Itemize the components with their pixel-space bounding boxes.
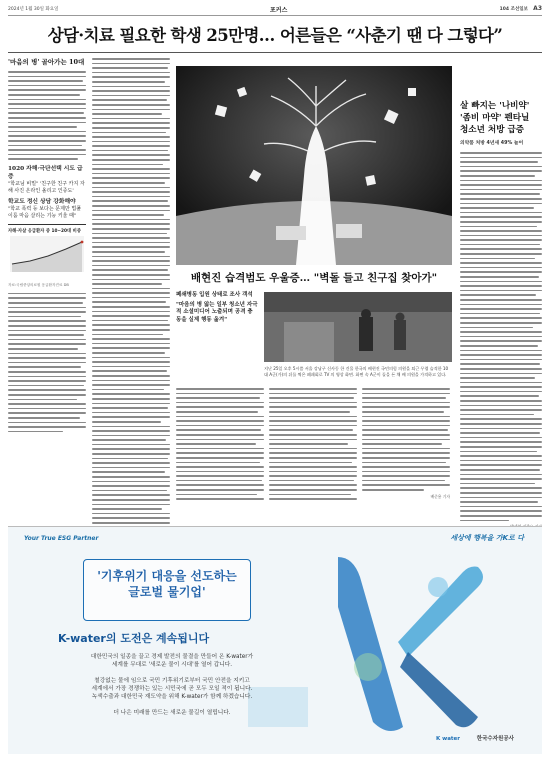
body-text-block (92, 58, 170, 565)
masthead (8, 4, 542, 16)
body-text-block (362, 388, 450, 500)
stat-chart (8, 224, 86, 288)
left-subhead-4: "학교 폭력 등 보다는 문제만 법풀 이룸 마음 살리는 기능 키울 때" (8, 205, 82, 219)
center-subhead-1: 폐쇄병동 입원 상태로 조사 객석 (176, 292, 253, 298)
kwater-logo-text: 한국수자원공사 (476, 736, 514, 742)
center-subhead-2: "마음의 병 앓는 일부 청소년 자극적 소셜미디어 노출되며 공격 충동을 실제 행동 옮겨" (176, 301, 258, 323)
chart-graphic (8, 234, 86, 278)
cctv-photo-graphic (264, 292, 452, 362)
sidebar-title-2: '좀비 마약' 펜타닐 (460, 113, 530, 123)
kwater-advertisement (8, 526, 542, 754)
cctv-photo (264, 292, 452, 362)
ad-title (84, 568, 250, 600)
cctv-caption: 지난 25일 오후 5시쯤 서울 강남구 신사동 한 건물 한국의 배현진 국민의힘 의원을 퇴근 무렵 습격한 10대 A군(가)의 뒤를 찍은 폐쇄회로 TV 의 영상 화면. 화면 속 A군이 돌을 든 채 배 의원을 가격하고 있다. (264, 366, 449, 377)
left-subhead-2: "학교님 비밀" '친구한 친구 카지 자해 사진 온라인 올리고 인증도' (8, 180, 85, 194)
main-headline: 상담·치료 필요한 학생 25만명… 어른들은 “사춘기 땐 다 그렇다” (47, 26, 503, 45)
sidebar-subtitle: 의약품 처방 4년새 49% 늘어 (460, 141, 524, 146)
illustration-graphic (176, 66, 452, 265)
headline-rule (8, 52, 542, 53)
left-subhead-1: 1020 자해·극단선택 시도 급증 (8, 165, 83, 180)
body-text-block (460, 152, 542, 521)
left-subhead-3: 학교도 정신 상담 강화해야 (8, 198, 76, 205)
ad-paragraph-2-line: 철강없는 물에 임으로 국민 기후위기로부터 국민 안전을 지키고 (94, 678, 250, 684)
feature-illustration (176, 66, 452, 265)
sidebar-title-1: 살 빠지는 '나비약' (460, 101, 530, 111)
issue-date: 2024년 1월 30일 화요일 (8, 7, 59, 12)
chart-title: 자해·자살 응급환자 중 10~20대 비중 (8, 228, 81, 234)
center-article (176, 288, 452, 518)
ad-paragraph-3: 더 나은 미래를 만드는 새로운 물길이 열립니다. (113, 710, 231, 716)
body-text-block (269, 388, 357, 500)
section-name: 포커스 (270, 7, 288, 14)
kwater-logo: K water (435, 736, 460, 742)
ad-paragraph-2-line: 녹색수출과 대한민국 재도약을 위해 K-water가 함께 하겠습니다. (91, 694, 253, 700)
ad-paragraph-2 (32, 677, 312, 701)
ad-title-box (83, 559, 251, 621)
ad-tag-left: Your True ESG Partner (24, 535, 99, 542)
body-text-block (176, 388, 264, 500)
ad-paragraph-1 (32, 653, 312, 669)
ad-paragraph-1-line: 세계를 무대로 '새로운 물이 시대'를 열어 갑니다. (111, 662, 233, 668)
sidebar-title-3: 청소년 처방 급증 (460, 125, 525, 135)
ad-paragraph-1-line: 대한민국의 일종을 끌고 경제 발전의 물결을 만들어 온 K-water가 (90, 654, 254, 660)
ad-challenge: K-water의 도전은 계속됩니다 (58, 632, 210, 645)
ad-title-line-1: '기후위기 대응을 선도하는 (97, 569, 237, 583)
secondary-headline: 배현진 습격범도 우울증… "벽돌 들고 친구집 찾아가" (190, 272, 438, 284)
paper-name: 104 조선일보 (499, 7, 528, 12)
left-column (8, 58, 86, 518)
right-sidebar (460, 100, 542, 520)
chart-note: 자료:국립중앙의료원 응급환자진료 DB (8, 282, 69, 287)
body-text-block (8, 71, 86, 160)
center-byline: 배준용 기자 (430, 493, 450, 499)
ad-tag-right: 세상에 행복을 가K로 다 (450, 534, 524, 542)
left-kicker: '마음의 병' 골아가는 10대 (8, 58, 85, 66)
second-column (92, 58, 170, 518)
page-number: A3 (533, 5, 542, 12)
body-text-block (8, 293, 86, 432)
ad-paragraph-2-line: 세계에서 가장 경쟁하는 있는 시민국에 곧 모두 모일 적이 됩니다. (91, 686, 253, 692)
ad-title-line-2: 글로벌 물기업' (128, 585, 206, 599)
